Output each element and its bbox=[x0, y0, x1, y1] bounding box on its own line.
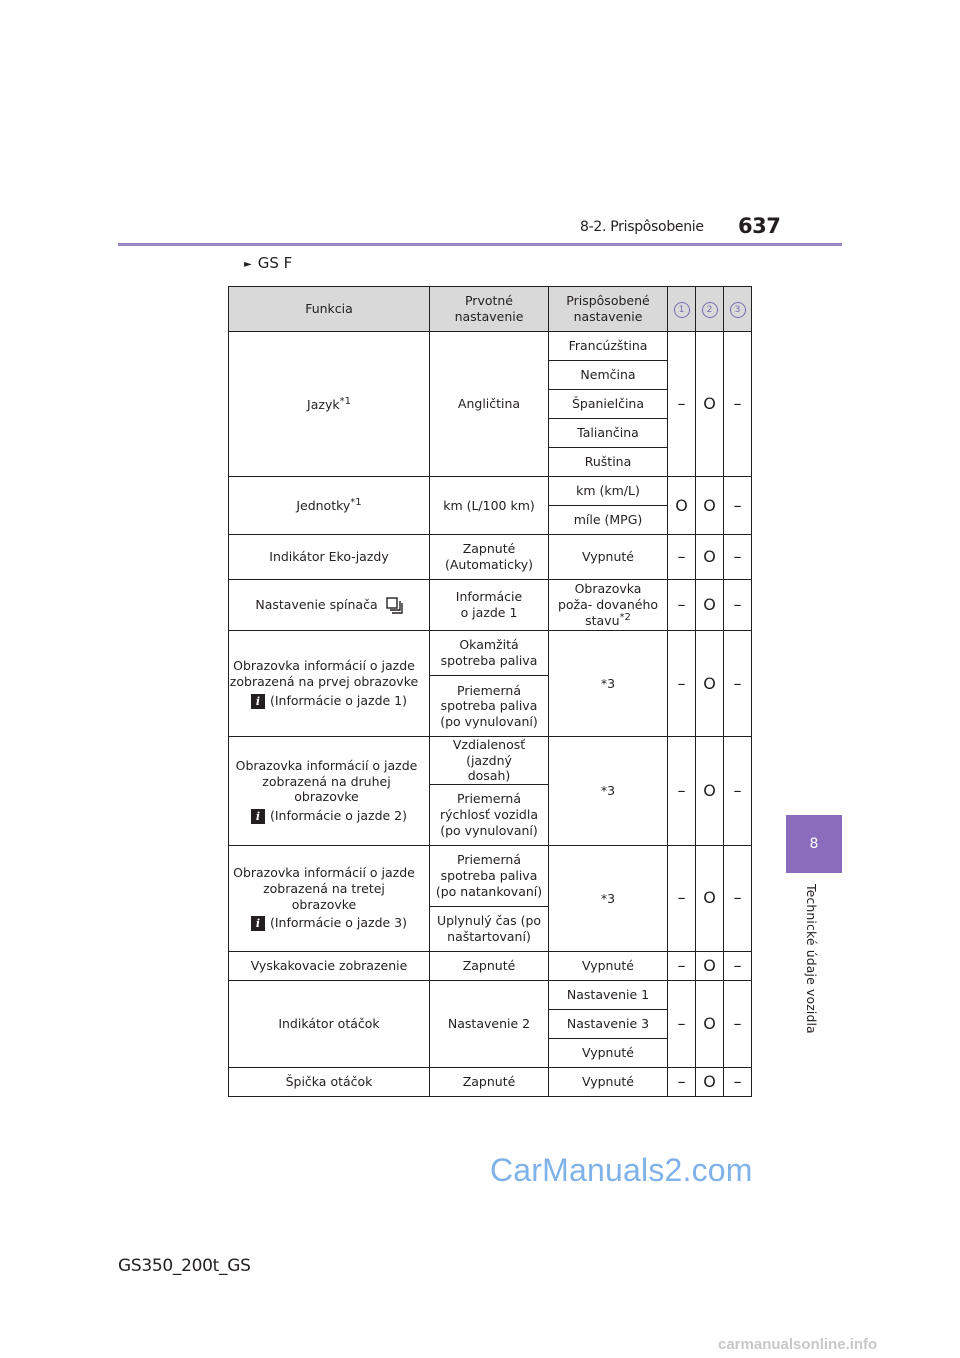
mark-3: – bbox=[724, 535, 752, 580]
initial-value: Angličtina bbox=[430, 332, 549, 477]
option-value: Nastavenie 3 bbox=[549, 1009, 668, 1038]
subtitle-text: GS F bbox=[257, 254, 293, 272]
footer-code: GS350_200t_GS bbox=[118, 1256, 251, 1276]
mark-2: O bbox=[696, 477, 724, 535]
circle-2-icon: 2 bbox=[702, 302, 718, 318]
mark-2: O bbox=[696, 737, 724, 846]
option-value: *3 bbox=[549, 737, 668, 846]
section-title: 8-2. Prispôsobenie bbox=[580, 219, 704, 235]
watermark-main: CarManuals2.com bbox=[490, 1152, 753, 1188]
mark-1: – bbox=[668, 845, 696, 951]
option-value: km (km/L) bbox=[549, 477, 668, 506]
subtitle bbox=[244, 254, 292, 272]
customization-table bbox=[228, 286, 752, 1097]
mark-3: – bbox=[724, 845, 752, 951]
header-col-3 bbox=[724, 287, 752, 332]
row-name-otacky: Indikátor otáčok bbox=[229, 980, 430, 1067]
row-name-text: Nastavenie spínača bbox=[255, 596, 378, 612]
row-name-text: Obrazovka informácií o jazde zobrazená na druhej obrazovke bbox=[235, 758, 418, 805]
table-row bbox=[229, 580, 752, 631]
initial-value-text: Okamžitá spotreba paliva bbox=[440, 637, 538, 668]
mark-3: – bbox=[724, 1067, 752, 1096]
switch-screens-icon bbox=[386, 597, 403, 614]
row-name-spinac bbox=[229, 580, 430, 631]
note-marker: *1 bbox=[350, 497, 362, 509]
circle-1-icon: 1 bbox=[674, 302, 690, 318]
row-name-text: Jednotky bbox=[296, 498, 351, 514]
table-row bbox=[229, 737, 752, 785]
note-marker: *1 bbox=[339, 395, 351, 407]
note-marker: *2 bbox=[619, 612, 631, 624]
mark-3: – bbox=[724, 332, 752, 477]
row-name-sub bbox=[229, 693, 429, 709]
row-name-sub-text: (Informácie o jazde 1) bbox=[269, 692, 408, 708]
mark-1: – bbox=[668, 580, 696, 631]
mark-3: – bbox=[724, 737, 752, 846]
row-name-popup: Vyskakovacie zobrazenie bbox=[229, 951, 430, 980]
option-value: Vypnuté bbox=[549, 535, 668, 580]
mark-2: O bbox=[696, 631, 724, 737]
table-row bbox=[229, 332, 752, 361]
initial-value-text: Informácie o jazde 1 bbox=[455, 589, 523, 620]
header-col-1 bbox=[668, 287, 696, 332]
initial-value-text: Vzdialenosť (jazdný dosah) bbox=[452, 737, 526, 784]
watermark-corner: carmanualsonline.info bbox=[718, 1336, 878, 1353]
mark-2: O bbox=[696, 951, 724, 980]
initial-value-text: Priemerná spotreba paliva (po vynulovaní) bbox=[440, 682, 538, 729]
table-row bbox=[229, 845, 752, 906]
header-function: Funkcia bbox=[229, 287, 430, 332]
option-value: *3 bbox=[549, 845, 668, 951]
initial-value bbox=[430, 845, 549, 906]
option-value: Vypnuté bbox=[549, 1038, 668, 1067]
option-value: Vypnuté bbox=[549, 951, 668, 980]
row-name-info2 bbox=[229, 737, 430, 846]
mark-1: – bbox=[668, 951, 696, 980]
mark-1: – bbox=[668, 1067, 696, 1096]
mark-2: O bbox=[696, 980, 724, 1067]
initial-value-text: Priemerná spotreba paliva (po natankovaní) bbox=[435, 852, 543, 899]
mark-3: – bbox=[724, 477, 752, 535]
mark-2: O bbox=[696, 332, 724, 477]
table-row bbox=[229, 980, 752, 1009]
mark-3: – bbox=[724, 580, 752, 631]
option-value-wrap bbox=[556, 581, 661, 629]
initial-value bbox=[430, 631, 549, 676]
table-row bbox=[229, 1067, 752, 1096]
mark-2: O bbox=[696, 580, 724, 631]
mark-1: – bbox=[668, 631, 696, 737]
header-col-2 bbox=[696, 287, 724, 332]
mark-2: O bbox=[696, 845, 724, 951]
row-name-text: Jazyk bbox=[307, 396, 340, 412]
initial-value bbox=[430, 906, 549, 951]
mark-2: O bbox=[696, 535, 724, 580]
row-name-text: Obrazovka informácií o jazde zobrazená na prvej obrazovke bbox=[229, 658, 419, 689]
initial-value: Zapnuté bbox=[430, 1067, 549, 1096]
option-value: Španielčina bbox=[549, 390, 668, 419]
initial-value: Nastavenie 2 bbox=[430, 980, 549, 1067]
table-row bbox=[229, 477, 752, 506]
table-row bbox=[229, 631, 752, 676]
mark-3: – bbox=[724, 951, 752, 980]
row-name-jednotky bbox=[229, 477, 430, 535]
page-number: 637 bbox=[738, 214, 781, 238]
mark-1: – bbox=[668, 535, 696, 580]
circle-3-icon: 3 bbox=[730, 302, 746, 318]
mark-3: – bbox=[724, 631, 752, 737]
table-row bbox=[229, 535, 752, 580]
initial-value-text: Zapnuté (Automaticky) bbox=[444, 541, 534, 572]
mark-3: – bbox=[724, 980, 752, 1067]
initial-value bbox=[430, 784, 549, 845]
row-name-info1 bbox=[229, 631, 430, 737]
mark-1: – bbox=[668, 332, 696, 477]
info-icon: i bbox=[251, 809, 265, 824]
initial-value-text: Uplynulý čas (po naštartovaní) bbox=[436, 913, 542, 944]
initial-value bbox=[430, 676, 549, 737]
option-value: Nemčina bbox=[549, 361, 668, 390]
mark-1: – bbox=[668, 737, 696, 846]
table-row bbox=[229, 951, 752, 980]
initial-value-text: Priemerná rýchlosť vozidla (po vynulovaní) bbox=[440, 791, 538, 838]
chapter-tab: 8 bbox=[786, 815, 842, 873]
option-value-text: Obrazovka poža- dovaného stavu bbox=[557, 580, 659, 629]
table-header-row bbox=[229, 287, 752, 332]
header-initial bbox=[430, 287, 549, 332]
initial-value: km (L/100 km) bbox=[430, 477, 549, 535]
initial-value: Zapnuté bbox=[430, 951, 549, 980]
mark-1: O bbox=[668, 477, 696, 535]
row-name-sub bbox=[229, 808, 429, 824]
initial-value bbox=[430, 580, 549, 631]
mark-2: O bbox=[696, 1067, 724, 1096]
row-name-info3 bbox=[229, 845, 430, 951]
row-name-sub-text: (Informácie o jazde 2) bbox=[269, 807, 408, 823]
row-name-text: Obrazovka informácií o jazde zobrazená na tretej obrazovke bbox=[233, 865, 415, 912]
info-icon: i bbox=[251, 916, 265, 931]
row-name-sub bbox=[229, 915, 429, 931]
option-value: *3 bbox=[549, 631, 668, 737]
row-name-eko: Indikátor Eko-jazdy bbox=[229, 535, 430, 580]
header-custom-text: Prispôsobené nastavenie bbox=[566, 293, 650, 324]
header-custom bbox=[549, 287, 668, 332]
option-value: Vypnuté bbox=[549, 1067, 668, 1096]
initial-value bbox=[430, 737, 549, 785]
option-value: Francúzština bbox=[549, 332, 668, 361]
row-name-sub-text: (Informácie o jazde 3) bbox=[269, 915, 408, 931]
triangle-bullet-icon: ► bbox=[244, 259, 252, 270]
mark-1: – bbox=[668, 980, 696, 1067]
header-initial-text: Prvotné nastavenie bbox=[454, 293, 524, 324]
option-value bbox=[549, 580, 668, 631]
option-value: Ruština bbox=[549, 448, 668, 477]
option-value: míle (MPG) bbox=[549, 506, 668, 535]
info-icon: i bbox=[251, 694, 265, 709]
row-name-spicka: Špička otáčok bbox=[229, 1067, 430, 1096]
header-rule bbox=[118, 243, 842, 246]
row-name-jazyk bbox=[229, 332, 430, 477]
option-value: Taliančina bbox=[549, 419, 668, 448]
option-value: Nastavenie 1 bbox=[549, 980, 668, 1009]
chapter-label: Technické údaje vozidla bbox=[804, 884, 819, 1034]
initial-value bbox=[430, 535, 549, 580]
